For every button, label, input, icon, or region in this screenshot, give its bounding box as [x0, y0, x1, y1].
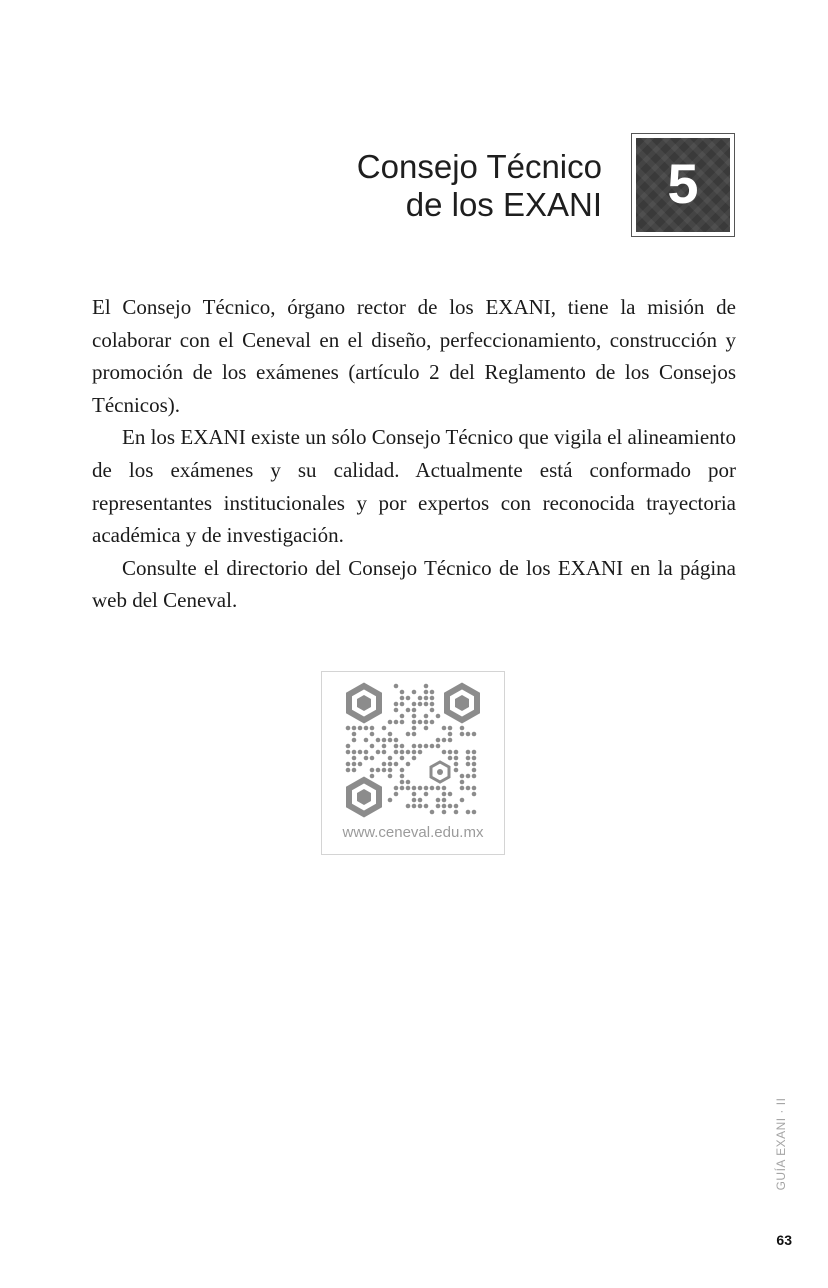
qr-module	[430, 720, 435, 725]
qr-module	[400, 702, 405, 707]
qr-module	[400, 714, 405, 719]
qr-module	[346, 750, 351, 755]
qr-module	[370, 744, 375, 749]
qr-module	[472, 786, 477, 791]
running-footer-label	[771, 1090, 791, 1198]
qr-module	[424, 726, 429, 731]
qr-module	[388, 738, 393, 743]
qr-module	[448, 792, 453, 797]
qr-module	[352, 762, 357, 767]
chapter-title-line-2: de los EXANI	[405, 186, 602, 223]
qr-module	[472, 810, 477, 815]
qr-module	[412, 792, 417, 797]
qr-module	[424, 702, 429, 707]
qr-module	[394, 684, 399, 689]
chapter-number-box-pattern	[636, 138, 730, 232]
qr-module	[412, 804, 417, 809]
qr-module	[454, 750, 459, 755]
qr-module	[418, 804, 423, 809]
qr-module	[424, 786, 429, 791]
qr-module	[472, 732, 477, 737]
qr-module	[460, 780, 465, 785]
qr-module	[388, 720, 393, 725]
qr-code-frame[interactable]	[321, 671, 505, 855]
qr-module	[346, 762, 351, 767]
qr-module	[370, 756, 375, 761]
running-footer-label-text: GUÍA EXANI · II	[774, 1097, 788, 1191]
qr-finder-top-left	[349, 686, 379, 720]
qr-module	[430, 810, 435, 815]
qr-module	[394, 708, 399, 713]
qr-module	[412, 690, 417, 695]
chapter-title	[300, 148, 602, 224]
qr-module	[418, 798, 423, 803]
qr-module	[400, 768, 405, 773]
qr-module	[442, 810, 447, 815]
qr-module	[436, 786, 441, 791]
qr-module	[466, 750, 471, 755]
qr-module	[460, 774, 465, 779]
qr-module	[436, 804, 441, 809]
qr-module	[358, 750, 363, 755]
qr-module	[436, 798, 441, 803]
qr-module	[472, 768, 477, 773]
qr-module	[424, 714, 429, 719]
qr-module	[472, 756, 477, 761]
qr-module	[430, 744, 435, 749]
qr-module	[412, 786, 417, 791]
paragraph-3: Consulte el directorio del Consejo Técnico de los EXANI en la página web del Ceneval.	[92, 555, 736, 613]
qr-module	[400, 780, 405, 785]
qr-module	[424, 744, 429, 749]
qr-module	[448, 804, 453, 809]
qr-module	[412, 726, 417, 731]
qr-module	[418, 696, 423, 701]
qr-module	[376, 768, 381, 773]
qr-module	[394, 702, 399, 707]
qr-module	[412, 720, 417, 725]
qr-module	[454, 768, 459, 773]
qr-module	[430, 702, 435, 707]
qr-module	[364, 726, 369, 731]
qr-module	[406, 750, 411, 755]
qr-module	[412, 744, 417, 749]
qr-module	[418, 750, 423, 755]
chapter-number-box	[631, 133, 735, 237]
qr-module	[466, 732, 471, 737]
qr-module	[358, 726, 363, 731]
qr-module	[472, 774, 477, 779]
qr-module	[382, 726, 387, 731]
qr-module	[406, 804, 411, 809]
qr-module	[406, 732, 411, 737]
qr-module	[388, 798, 393, 803]
qr-module	[454, 762, 459, 767]
qr-module	[370, 768, 375, 773]
qr-module	[400, 750, 405, 755]
qr-module	[388, 756, 393, 761]
chapter-title-line-1: Consejo Técnico	[356, 148, 602, 185]
qr-module	[346, 726, 351, 731]
qr-module	[460, 726, 465, 731]
qr-module	[448, 756, 453, 761]
body-text	[92, 291, 736, 617]
qr-module	[412, 732, 417, 737]
qr-module	[394, 738, 399, 743]
paragraph-2: En los EXANI existe un sólo Consejo Técnico que vigila el alineamiento de los exámenes y su calidad. Actualmente está conformado por representantes institucionales y por expertos con reconocida trayectoria académica y de investigación.	[92, 425, 736, 548]
qr-module	[424, 684, 429, 689]
qr-module	[418, 744, 423, 749]
qr-module	[460, 786, 465, 791]
qr-module	[430, 708, 435, 713]
qr-module	[430, 786, 435, 791]
qr-module	[412, 714, 417, 719]
qr-finder-bottom-left	[349, 780, 379, 814]
qr-module	[364, 738, 369, 743]
qr-module	[472, 762, 477, 767]
qr-finder-top-right	[447, 686, 477, 720]
qr-module	[352, 750, 357, 755]
qr-alignment-marker	[431, 762, 449, 782]
qr-module	[400, 720, 405, 725]
qr-module	[454, 756, 459, 761]
qr-module	[418, 720, 423, 725]
qr-module	[352, 738, 357, 743]
paragraph-1: El Consejo Técnico, órgano rector de los EXANI, tiene la misión de colaborar con el Ceneval en el diseño, perfeccionamiento, construcción y promoción de los exámenes (artículo 2 del Reglamento de los Consejos Técnicos).	[92, 295, 736, 417]
qr-module	[466, 762, 471, 767]
qr-module	[406, 780, 411, 785]
qr-module	[424, 696, 429, 701]
qr-module	[442, 750, 447, 755]
qr-module	[388, 768, 393, 773]
qr-module	[364, 756, 369, 761]
qr-module	[370, 774, 375, 779]
qr-module	[382, 768, 387, 773]
qr-module	[448, 738, 453, 743]
qr-module	[400, 690, 405, 695]
qr-module	[466, 774, 471, 779]
qr-module	[382, 750, 387, 755]
qr-module	[424, 690, 429, 695]
qr-module	[382, 738, 387, 743]
qr-module	[400, 774, 405, 779]
qr-module	[376, 750, 381, 755]
qr-module	[424, 720, 429, 725]
qr-module	[472, 750, 477, 755]
qr-module	[352, 726, 357, 731]
qr-module	[352, 732, 357, 737]
qr-module	[412, 756, 417, 761]
qr-module	[430, 696, 435, 701]
qr-module	[400, 744, 405, 749]
chapter-number: 5	[667, 152, 699, 215]
qr-module	[412, 750, 417, 755]
qr-module	[418, 786, 423, 791]
qr-module	[412, 708, 417, 713]
qr-module	[394, 792, 399, 797]
qr-module	[460, 798, 465, 803]
qr-code-icon	[344, 682, 482, 820]
qr-module	[424, 792, 429, 797]
qr-module	[442, 792, 447, 797]
qr-module	[442, 738, 447, 743]
qr-module	[388, 774, 393, 779]
qr-module	[370, 726, 375, 731]
qr-module	[406, 762, 411, 767]
qr-module	[400, 786, 405, 791]
qr-module	[448, 750, 453, 755]
qr-module	[472, 792, 477, 797]
qr-module	[406, 786, 411, 791]
qr-module	[394, 762, 399, 767]
qr-module	[448, 726, 453, 731]
qr-module	[436, 738, 441, 743]
qr-module	[442, 726, 447, 731]
qr-module	[388, 732, 393, 737]
qr-module	[382, 762, 387, 767]
page-number: 63	[776, 1232, 792, 1248]
qr-module	[400, 756, 405, 761]
qr-module	[466, 756, 471, 761]
qr-module	[466, 810, 471, 815]
qr-module	[394, 750, 399, 755]
qr-module	[400, 696, 405, 701]
qr-module	[394, 786, 399, 791]
qr-module	[352, 756, 357, 761]
qr-module	[352, 768, 357, 773]
qr-module	[346, 768, 351, 773]
qr-module	[430, 690, 435, 695]
qr-module	[460, 732, 465, 737]
qr-module	[442, 804, 447, 809]
qr-module	[448, 732, 453, 737]
qr-module	[454, 810, 459, 815]
qr-module	[394, 720, 399, 725]
qr-module	[388, 762, 393, 767]
qr-module	[346, 744, 351, 749]
qr-module	[394, 744, 399, 749]
qr-module	[376, 738, 381, 743]
qr-module	[358, 762, 363, 767]
qr-module	[436, 714, 441, 719]
qr-module	[442, 786, 447, 791]
qr-module	[418, 702, 423, 707]
qr-module	[412, 702, 417, 707]
qr-module	[364, 750, 369, 755]
qr-module	[424, 804, 429, 809]
qr-module	[370, 732, 375, 737]
qr-module	[406, 708, 411, 713]
qr-module	[442, 798, 447, 803]
qr-module	[406, 696, 411, 701]
qr-module	[436, 744, 441, 749]
qr-module	[382, 744, 387, 749]
qr-module	[466, 786, 471, 791]
qr-url-text[interactable]: www.ceneval.edu.mx	[342, 824, 484, 841]
qr-module	[454, 804, 459, 809]
qr-module	[412, 798, 417, 803]
